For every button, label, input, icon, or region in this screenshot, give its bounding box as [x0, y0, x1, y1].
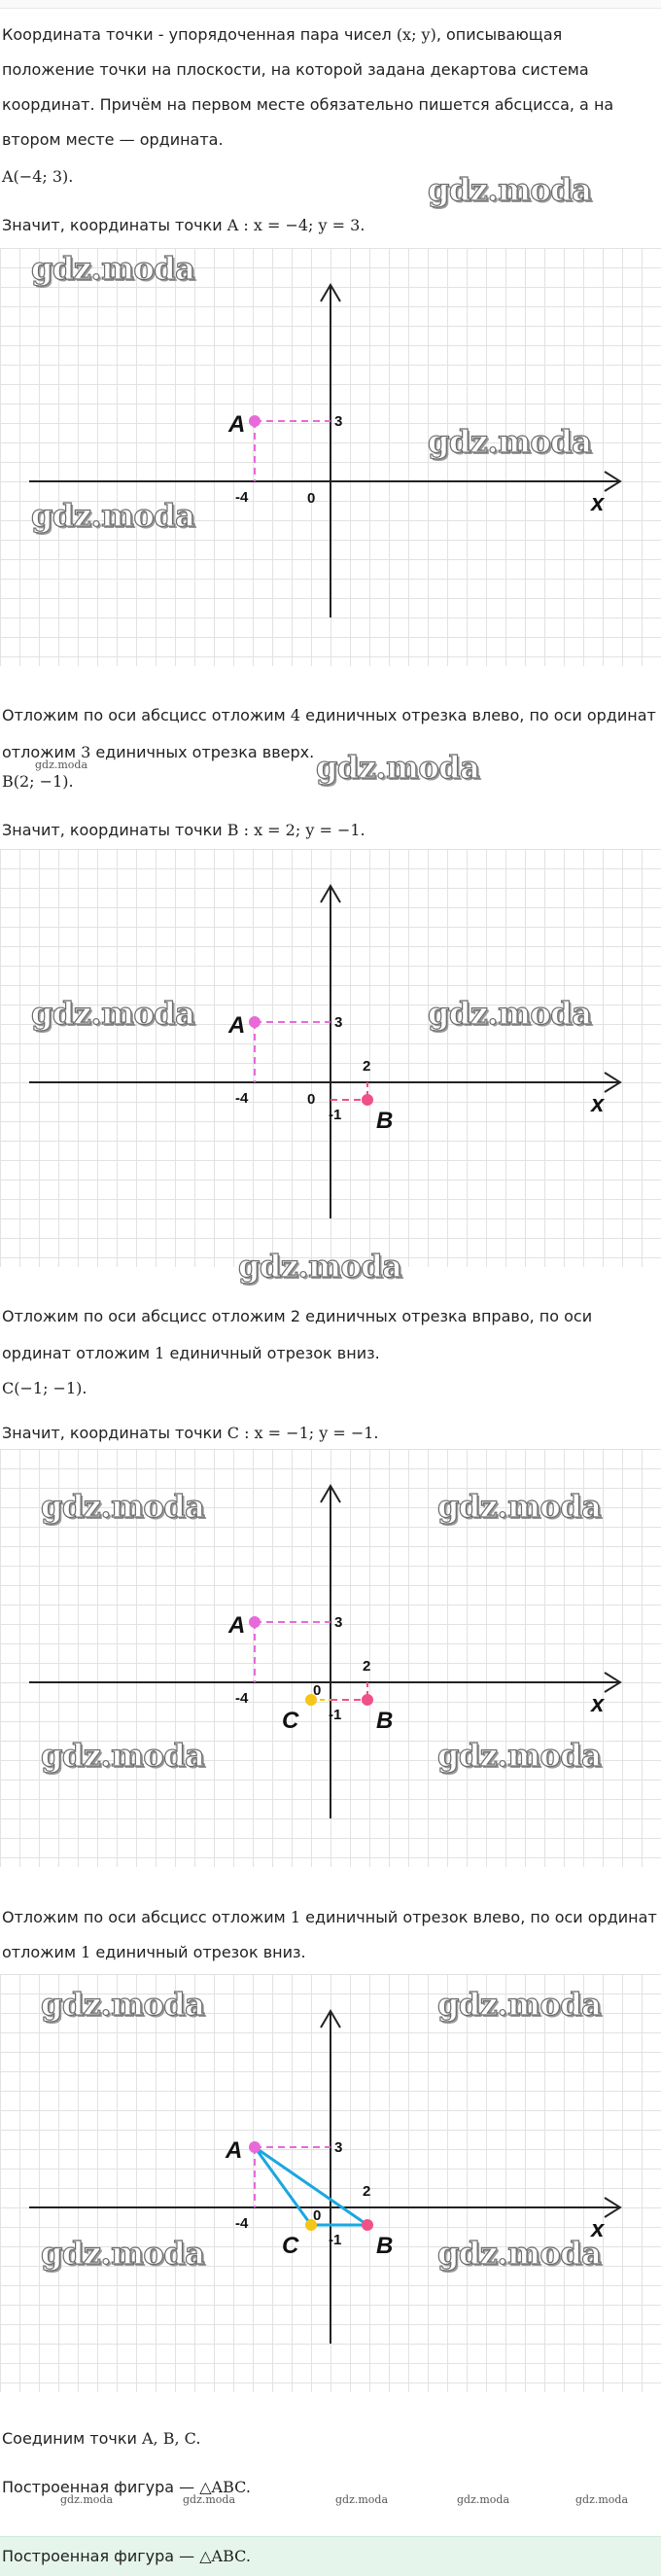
graph-point-c — [0, 1449, 661, 1867]
watermark: gdz.moda — [35, 759, 88, 771]
watermark: gdz.moda — [60, 2493, 114, 2506]
watermark: gdz.moda — [41, 1737, 205, 1774]
tick-y-minus-1: -1 — [329, 2232, 342, 2248]
point-a-label: A — [228, 411, 246, 438]
watermark: gdz.moda — [437, 1488, 602, 1525]
graph-triangle-abc — [0, 1974, 661, 2392]
point-a-marker — [249, 1616, 261, 1628]
watermark: gdz.moda — [238, 1248, 402, 1285]
step-c-line-2: отложим 1 единичный отрезок вниз. — [2, 1943, 306, 1961]
x-axis-label: x — [591, 1091, 605, 1117]
point-a-label: A — [228, 1612, 246, 1639]
tick-x-minus-4: -4 — [235, 1690, 249, 1707]
point-a-marker — [249, 415, 261, 427]
watermark: gdz.moda — [41, 2235, 205, 2272]
point-a-statement: Значит, координаты точки A : x = −4; y = 3. — [2, 216, 365, 234]
coordinate-plane — [0, 1974, 661, 2392]
point-b-coords: B(2; −1). — [2, 772, 74, 791]
point-a-marker — [249, 1016, 261, 1028]
point-c-statement: Значит, координаты точки C : x = −1; y = −1. — [2, 1424, 379, 1442]
watermark: gdz.moda — [437, 2235, 602, 2272]
point-c-label: C — [282, 2233, 299, 2259]
intro-line-3: координат. Причём на первом месте обязательно пишется абсцисса, а на — [2, 95, 614, 114]
tick-y-minus-1: -1 — [329, 1707, 342, 1723]
watermark: gdz.moda — [428, 995, 592, 1032]
figure-statement: Построенная фигура — △ABC. — [2, 2478, 251, 2496]
tick-y-3: 3 — [334, 1614, 343, 1631]
tick-y-3: 3 — [334, 2139, 343, 2156]
origin-label: 0 — [307, 1091, 316, 1108]
step-a-line-2: отложим 3 единичных отрезка вверх. — [2, 743, 315, 761]
watermark: gdz.moda — [41, 1986, 205, 2023]
watermark: gdz.moda — [428, 171, 592, 208]
tick-x-minus-4: -4 — [235, 489, 249, 506]
point-b-marker — [362, 2219, 373, 2231]
graph-point-b — [0, 849, 661, 1267]
point-b-label: B — [376, 1708, 394, 1734]
watermark: gdz.moda — [457, 2493, 510, 2506]
graph-point-a — [0, 248, 661, 666]
point-b-label: B — [376, 2233, 394, 2259]
intro-line-2: положение точки на плоскости, на которой задана декартова система — [2, 60, 589, 79]
x-axis-label: x — [591, 490, 605, 516]
tick-y-3: 3 — [334, 1014, 343, 1031]
origin-label: 0 — [307, 490, 316, 507]
point-a-label: A — [228, 1012, 246, 1039]
point-a-marker — [249, 2141, 261, 2153]
watermark: gdz.moda — [31, 497, 195, 534]
watermark: gdz.moda — [31, 995, 195, 1032]
watermark: gdz.moda — [183, 2493, 236, 2506]
point-c-label: C — [282, 1708, 299, 1734]
watermark: gdz.moda — [335, 2493, 389, 2506]
point-b-marker — [362, 1094, 373, 1106]
watermark: gdz.moda — [437, 1737, 602, 1774]
tick-x-2: 2 — [363, 1658, 371, 1675]
x-axis-label: x — [591, 1691, 605, 1717]
point-b-statement: Значит, координаты точки B : x = 2; y = −1. — [2, 821, 365, 839]
step-c-line-1: Отложим по оси абсцисс отложим 1 единичный отрезок влево, по оси ординат — [2, 1908, 657, 1926]
watermark: gdz.moda — [316, 749, 480, 786]
point-b-label: B — [376, 1108, 394, 1134]
watermark: gdz.moda — [41, 1488, 205, 1525]
tick-x-2: 2 — [363, 2183, 371, 2200]
step-a-line-1: Отложим по оси абсцисс отложим 4 единичных отрезка влево, по оси ординат — [2, 706, 656, 724]
step-b-line-2: ординат отложим 1 единичный отрезок вниз. — [2, 1344, 380, 1362]
answer-box — [0, 2536, 661, 2576]
point-c-coords: C(−1; −1). — [2, 1379, 87, 1397]
origin-label: 0 — [313, 1682, 322, 1699]
point-a-label: A — [226, 2137, 243, 2164]
tick-y-3: 3 — [334, 413, 343, 430]
tick-x-minus-4: -4 — [235, 2215, 249, 2232]
point-a-coords: A(−4; 3). — [2, 167, 74, 186]
origin-label: 0 — [313, 2207, 322, 2224]
step-b-line-1: Отложим по оси абсцисс отложим 2 единичных отрезка вправо, по оси — [2, 1307, 593, 1325]
point-b-marker — [362, 1694, 373, 1706]
watermark: gdz.moda — [31, 250, 195, 287]
tick-y-minus-1: -1 — [329, 1107, 342, 1123]
tick-x-2: 2 — [363, 1058, 371, 1075]
triangle-abc — [255, 2147, 367, 2225]
top-bar — [0, 0, 661, 9]
join-statement: Соединим точки A, B, C. — [2, 2429, 201, 2448]
tick-x-minus-4: -4 — [235, 1090, 249, 1107]
watermark: gdz.moda — [437, 1986, 602, 2023]
watermark: gdz.moda — [575, 2493, 629, 2506]
intro-line-4: втором месте — ордината. — [2, 130, 224, 149]
watermark: gdz.moda — [428, 423, 592, 460]
answer-statement: Построенная фигура — △ABC. — [2, 2547, 251, 2565]
coordinate-plane — [0, 849, 661, 1267]
intro-line-1: Координата точки - упорядоченная пара чисел (x; y), описывающая — [2, 25, 563, 44]
x-axis-label: x — [591, 2216, 605, 2242]
